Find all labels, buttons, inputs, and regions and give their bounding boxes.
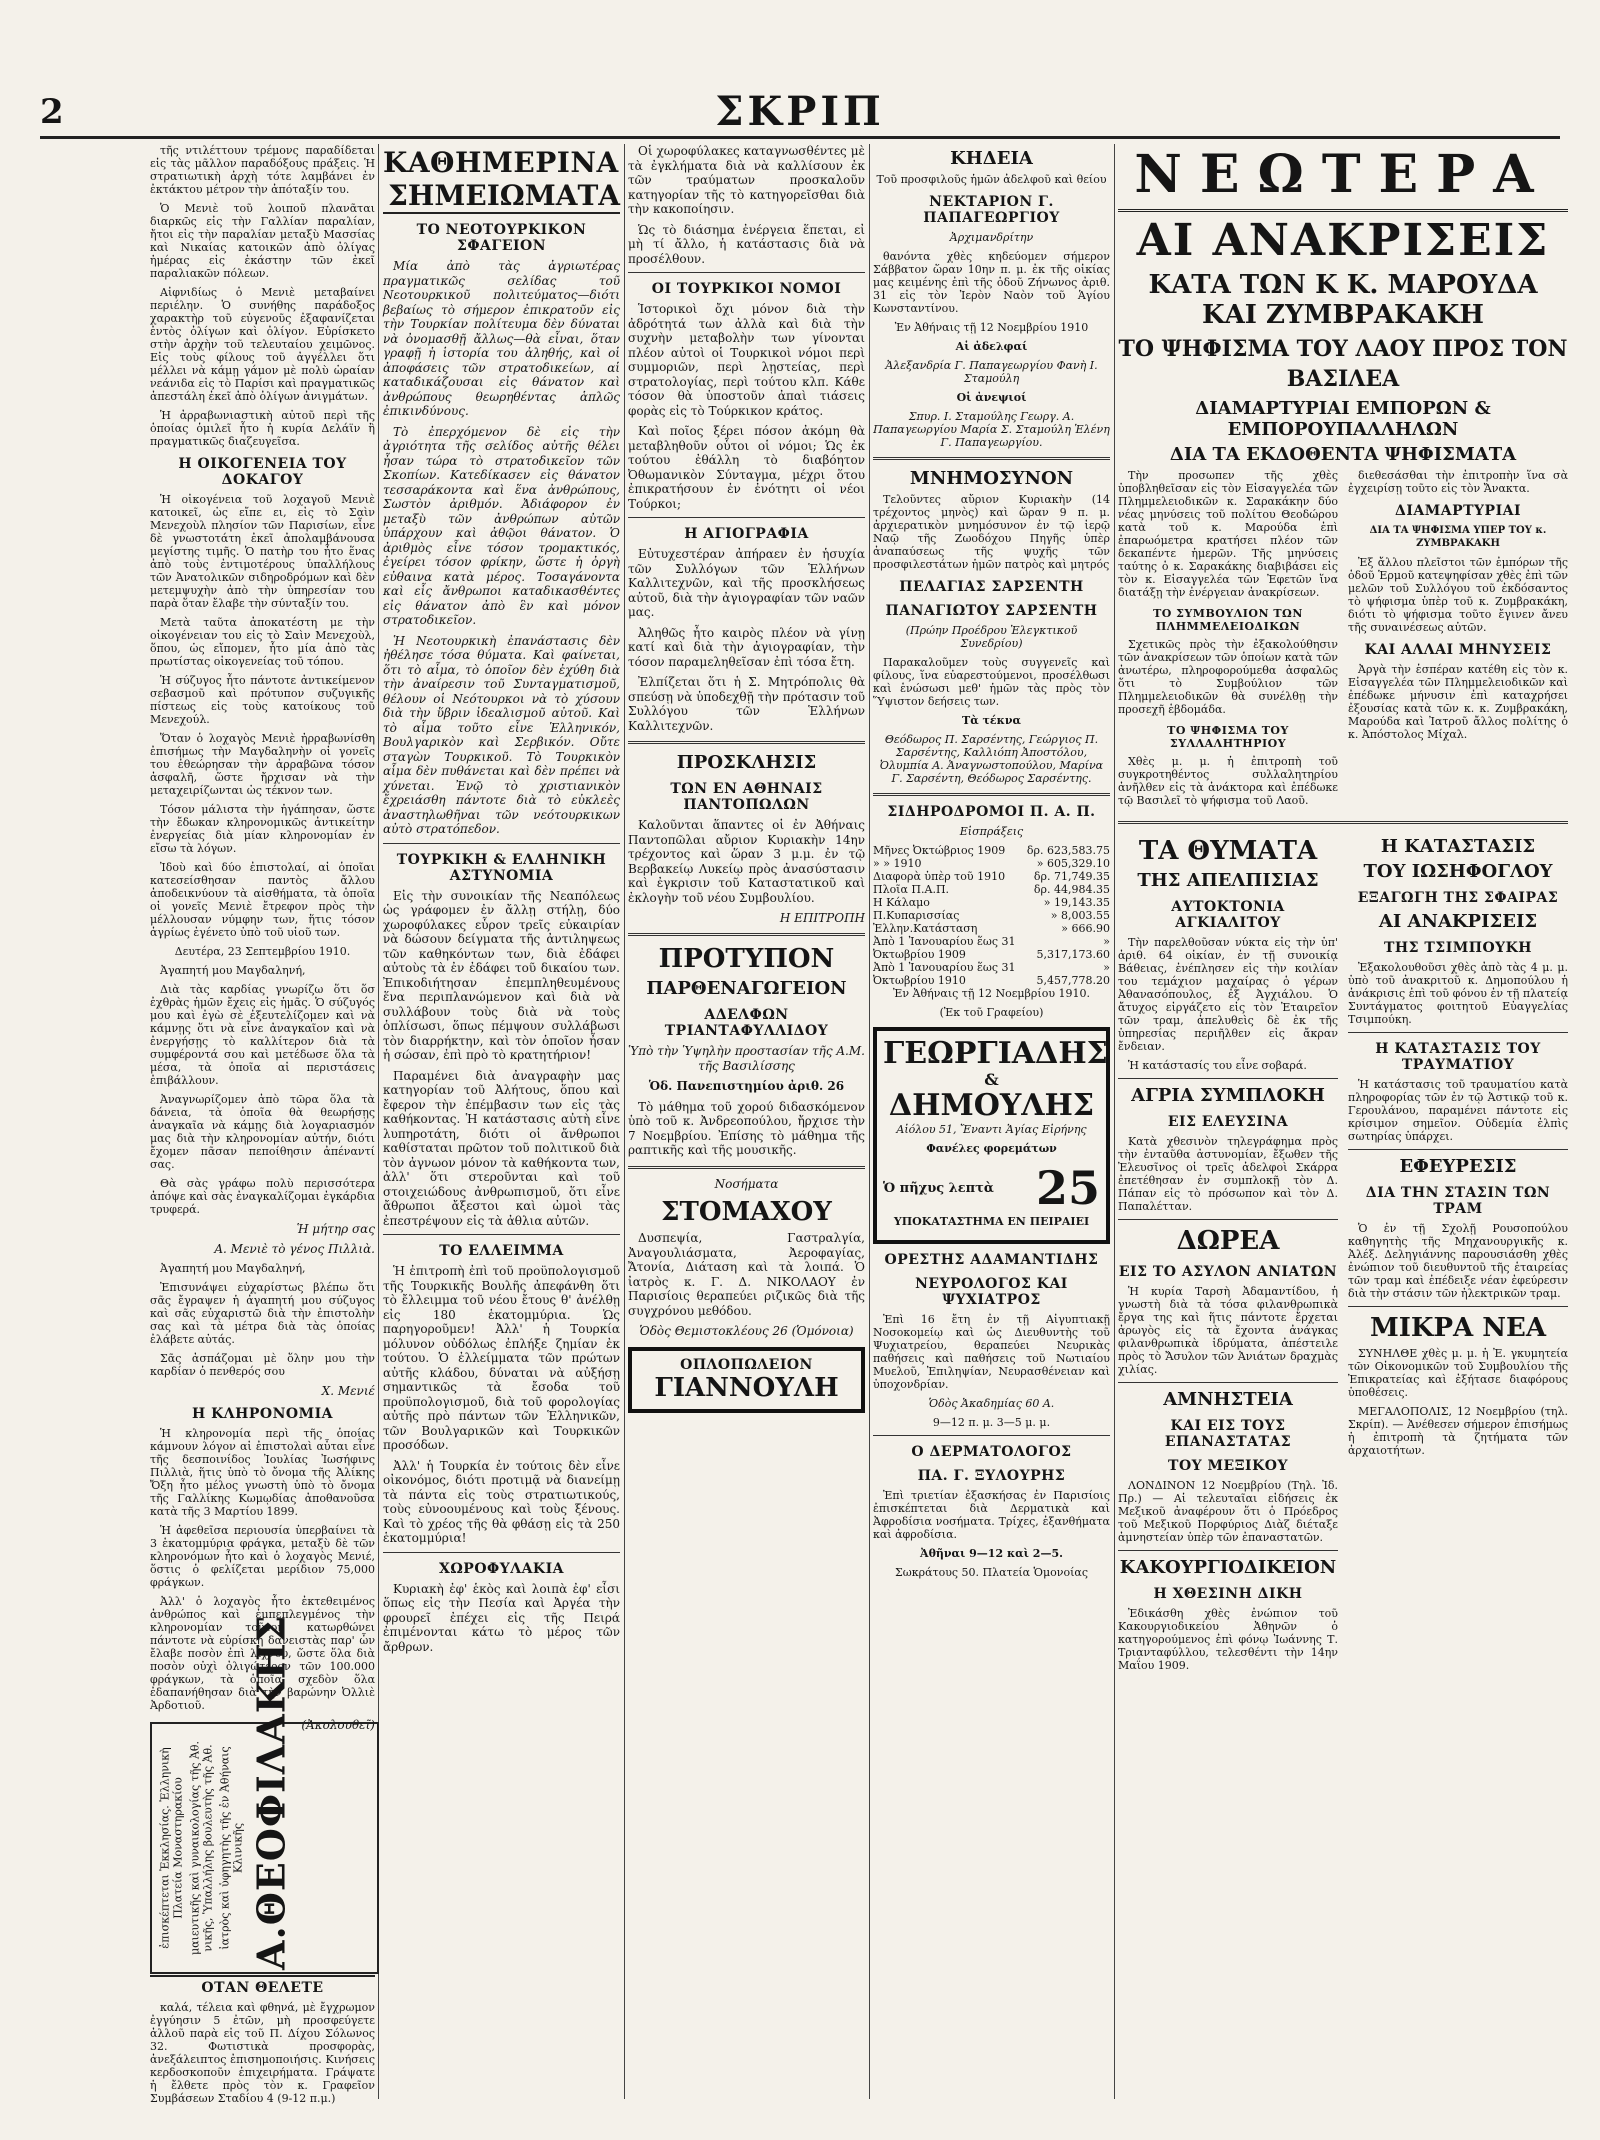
notice-sig: Θεόδωρος Π. Σαρσέντης, Γεώργιος Π. Σαρσέντης, Καλλιόπη Ἀποστόλου, Ὀλυμπία Α. Ἀναγνωστοπούλου, Μαρίνα Γ. Σαρσέντη, Θεόδωρος Σαρσέντης. — [879, 733, 1104, 785]
section-subheading: ΕΞΑΓΩΓΗ ΤΗΣ ΣΦΑΙΡΑΣ — [1357, 890, 1559, 906]
ad-text: Φανέλες φορεμάτων — [926, 1142, 1057, 1155]
notice-role: Ἀρχιμανδρίτην — [949, 231, 1034, 244]
notice-name: ΝΕΚΤΑΡΙΟΝ Γ. ΠΑΠΑΓΕΩΡΓΙΟΥ — [923, 194, 1060, 226]
section-heading: ΤΟΥ ΙΩΣΗΦΟΓΛΟΥ — [1363, 861, 1553, 882]
letter-date: Δευτέρα, 23 Σεπτεμβρίου 1910. — [174, 945, 351, 958]
notice-role: (Πρώην Προέδρου Ἐλεγκτικοῦ Συνεδρίου) — [905, 624, 1078, 650]
ad-heading: ΔΗΜΟΥΛΗΣ — [888, 1088, 1095, 1123]
divider — [628, 933, 865, 936]
ad-address: Αἰόλου 51, Ἔναντι Ἁγίας Εἰρήνης — [896, 1123, 1087, 1136]
section-subheading: ΤΗΣ ΑΠΕΛΠΙΣΙΑΣ — [1137, 870, 1319, 891]
section-heading: ΔΙΑΜΑΡΤΥΡΙΑΙ — [1394, 503, 1522, 519]
article-paragraph: Ὁ Μενιὲ τοῦ λοιποῦ πλανᾶται διαρκῶς εἰς τὴν Γαλλίαν παραλίαν, ἤτοι εἰς τὴν παραλίαν μεταξὺ Μασσίας καὶ Νικαίας κατοικῶν ἀπὸ ὀλίγας ἡμέρας εἰς ἑκάστην τῶν ἐκεῖ παραλιακῶν πόλεων. — [150, 202, 375, 280]
section-heading: ΚΑΚΟΥΡΓΙΟΔΙΚΕΙΟΝ — [1119, 1557, 1337, 1578]
article-paragraph: Ἡ κυρία Ταρσὴ Ἀδαμαντίδου, ἡ γνωστὴ διὰ τὰ τόσα φιλανθρωπικὰ ἔργα της καὶ ἥτις πάντοτε ἔρχεται ἀρωγὸς εἰς τὰ ἔχοντα ἀνάγκας φιλανθρωπικὰ ἱδρύματα, ἀπέστειλε πρὸς τὸ Ἄσυλον τῶν Ἀνιάτων δραχμὰς χιλίας. — [1118, 1285, 1338, 1376]
article-paragraph: Ἀληθῶς ἦτο καιρὸς πλέον νὰ γίνῃ κατί καὶ διὰ τὴν ἀγιογραφίαν, τὴν τόσον παραμεληθεῖσαν ἐπὶ τόσα ἔτη. — [628, 625, 865, 669]
ad-address: Ἀθῆναι 9—12 καὶ 2—5. — [920, 1547, 1063, 1560]
ad-heading: ΟΡΕΣΤΗΣ ΑΔΑΜΑΝΤΙΔΗΣ — [884, 1252, 1099, 1268]
article-paragraph: Ἡ ἀφεθεῖσα περιουσία ὑπερβαίνει τὰ 3 ἑκατομμύρια φράγκα, μεταξὺ δὲ τῶν κληρονόμων ἦτο καὶ ὁ λοχαγὸς Μενιέ, ὅστις ὁ φελίζεται μερίδιον 75,000 φράγκων. — [150, 1524, 375, 1589]
page-number: 2 — [40, 92, 64, 132]
section-heading: ΕΦΕΥΡΕΣΙΣ — [1399, 1156, 1517, 1177]
section-heading: ΑΜΝΗΣΤΕΙΑ — [1163, 1389, 1293, 1410]
ad-subheading: ΠΑ. Γ. ΞΥΛΟΥΡΗΣ — [917, 1468, 1066, 1484]
article-paragraph: Ἐξ ἄλλου πλεῖστοι τῶν ἐμπόρων τῆς ὁδοῦ Ἑρμοῦ κατεψηφίσαν χθὲς ἐπὶ τῶν μελῶν τοῦ Συλλόγου τοῦ ἐκδόσαντος τὸ ψήφισμα ὑπὲρ τοῦ κ. Ζυμβρακάκη, διότι τὸ ψήφισμα τοῦτο ἔγινεν ἄνευ τῆς συναινέσεως αὐτῶν. — [1348, 556, 1568, 634]
article-paragraph: Ἐλπίζεται ὅτι ἡ Σ. Μητρόπολις θὰ σπεύσῃ νὰ ὑποδεχθῇ τὴν πρότασιν τοῦ Συλλόγου τῶν Ἑλλήνων Καλλιτεχνῶν. — [628, 675, 865, 733]
classified-ad — [150, 1975, 375, 2105]
ad-address: Ὁδὸς Θεμιστοκλέους 26 (Ὁμόνοια) — [639, 1324, 854, 1338]
section-heading: ΧΩΡΟΦΥΛΑΚΙΑ — [438, 1560, 565, 1577]
section-heading: ΟΙ ΤΟΥΡΚΙΚΟΙ ΝΟΜΟΙ — [651, 281, 842, 297]
notice-sig-label: Τὰ τέκνα — [962, 714, 1021, 727]
gun-shop-ad — [628, 1347, 865, 1413]
page-header — [40, 88, 1560, 135]
table-row: Ἀπὸ 1 Ἰανουαρίου ἕως 31 Ὀκτωβρίου 1909 » 5,317,173.60 — [873, 935, 1111, 961]
ad-price: 25 — [1035, 1161, 1100, 1215]
divider — [873, 793, 1110, 796]
letter-paragraph: Θὰ σὰς γράφω πολὺ περισσότερα ἀπόψε καὶ σὰς ἐναγκαλίζομαι ἐγκάρδια τρυφερά. — [150, 1177, 375, 1216]
notice-text: Τοῦ προσφιλοῦς ἡμῶν ἀδελφοῦ καὶ θείου — [876, 173, 1107, 186]
article-paragraph: Ἰδοὺ καὶ δύο ἐπιστολαί, αἱ ὁποῖαι κατεσείσθησαν παντὸς ἄλλου ἀποδεικνύουν τὰ αἰσθήματα, τὰ ὁποῖα οἱ γονεῖς Μενιὲ ἔτρεφον πρὸς τὴν μέλλουσαν νύμφην των, ἥτις τόσον ἀγρίως ἐγένετο ὑπὸ τοῦ υἱοῦ των. — [150, 861, 375, 939]
section-heading: Η ΟΙΚΟΓΕΝΕΙΑ ΤΟΥ ΔΟΚΑΓΟΥ — [178, 456, 347, 488]
headline: ΑΙ ΑΝΑΚΡΙΣΕΙΣ — [1136, 215, 1550, 266]
ad-name: Α.ΘΕΟΦΙΛΑΚΗΣ — [248, 1614, 293, 1970]
column-2 — [383, 144, 620, 2099]
ad-heading: ΣΤΟΜΑΧΟΥ — [661, 1197, 832, 1227]
section-subheading: ΤΗΣ ΤΣΙΜΠΟΥΚΗ — [1383, 940, 1533, 956]
ad-label: Νοσήματα — [714, 1176, 779, 1191]
article-paragraph: Ἐξακολουθοῦσι χθὲς ἀπὸ τὰς 4 μ. μ. ὑπὸ τοῦ ἀνακριτοῦ κ. Δημοπούλου ἡ ἀνάκρισις ἐπὶ τοῦ φόνου ἐν τῇ πλατείᾳ Συντάγματος φοιτητοῦ Εὐαγγελίας Τσιμπούκη. — [1348, 961, 1568, 1026]
notice-sig-label: Οἱ ἀνεψιοί — [956, 391, 1027, 404]
ad-text: Ἐπὶ τριετίαν ἐξασκήσας ἐν Παρισίοις ἐπισκέπτεται διὰ Δερματικὰ καὶ Ἀφροδίσια νοσήματα. Τρίχες, ἐξανθήματα καὶ ἀφροδίσια. — [873, 1489, 1110, 1541]
divider — [628, 517, 865, 518]
article-paragraph: Τὸ ἐπερχόμενον δὲ εἰς τὴν ἀγριότητα τῆς σελίδος αὐτῆς θέλει ἦσαν τώρα τὸ στρατοδικεῖον τῶν Σκοπίων. Κατεδίκασεν εἰς θάνατον τεσσαράκοντα καὶ ἕνα ἀνθρώπους, Σωστὸν ἀριθμόν. Ἀδιάφορον ἐν μεταξὺ τῶν ἀνθρώπων αὐτῶν ὑπάρχουν καὶ ἀθῷοι θάνατον. Ὁ ἀριθμὸς εἶνε τόσον τρομακτικός, ἐγείρει τόσον φρίκην, ὥστε ἡ ὀργὴ εὐθαινα κατὰ μέρος. Τοσαγάνοντα καὶ εἷς ἄνθρωποι καταδικασθέντες εἰς θάνατον ἀπὸ ἓν καὶ μόνον στρατοδικεῖον. — [383, 424, 620, 627]
table-row: Π.Κυπαρισσίας » 8,003.55 — [873, 909, 1110, 922]
divider — [1118, 821, 1568, 824]
ad-heading: ΟΠΛΟΠΩΛΕΙΟΝ — [680, 1356, 813, 1373]
notice-sig: Σπυρ. Ι. Σταμούλης Γεωργ. Α. Παπαγεωργίου Μαρία Σ. Σταμούλη Ἑλένη Γ. Παπαγεωργίου. — [873, 410, 1110, 449]
divider — [383, 1552, 620, 1553]
ad-heading: ΠΡΟΤΥΠΟΝ — [658, 944, 835, 974]
table-footer: Ἐν Ἀθήναις τῇ 12 Νοεμβρίου 1910. — [892, 987, 1090, 1000]
ad-subheading: ΑΔΕΛΦΩΝ ΤΡΙΑΝΤΑΦΥΛΛΙΔΟΥ — [664, 1007, 829, 1039]
article-paragraph: Χθὲς μ. μ. ἡ ἐπιτροπὴ τοῦ συγκροτηθέντος συλλαλητηρίου ἀνῆλθεν εἰς τὰ ἀνάκτορα καὶ ἐπέδωκε τῷ Βασιλεῖ τὸ ψήφισμα τοῦ Λαοῦ. — [1118, 755, 1338, 807]
column-separator — [1114, 144, 1115, 2099]
article-paragraph: Κυριακὴ ἐφ' ἑκὸς καὶ λοιπὰ ἐφ' εἶσι ὅπως εἰς τὴν Πεσία καὶ Ἀργέα τὴν φρουρεῖ ἐπέχει εἰς τῆς Πειρά ἐπιμένονται κάτω τὸ μέρος τῶν ἄρθρων. — [383, 1581, 620, 1654]
notice-text: Παρακαλοῦμεν τοὺς συγγενεῖς καὶ φίλους, ἵνα εὐαρεστούμενοι, προσέλθωσι καὶ ἑνώσωσι μεθ' ἡμῶν τὰς πρὸς τὸν Ὕψιστον δεήσεις των. — [873, 656, 1110, 708]
divider — [1118, 1550, 1338, 1551]
notice-date: Ἐν Ἀθήναις τῇ 12 Νοεμβρίου 1910 — [894, 321, 1089, 334]
signature-label: Ἡ μήτηρ σας — [296, 1222, 375, 1236]
table-row: Η Κάλαμο » 19,143.35 — [873, 896, 1110, 909]
ad-heading: ΓΙΑΝΝΟΥΛΗ — [654, 1372, 839, 1403]
divider — [1348, 1149, 1568, 1150]
section-heading: ΚΗΔΕΙΑ — [950, 148, 1033, 169]
divider — [1118, 1219, 1338, 1220]
ad-ampersand: & — [984, 1070, 999, 1089]
table-row: Ἀπὸ 1 Ἰανουαρίου ἕως 31 Ὀκτωβρίου 1910 » 5,457,778.20 — [873, 961, 1111, 987]
section-heading: ΜΙΚΡΑ ΝΕΑ — [1369, 1313, 1547, 1343]
article-paragraph: Ὡς τὸ διάσημα ἐνέργεια ἕπεται, εἰ μὴ τί ἄλλο, ἡ κατάστασις διὰ νὰ προσέλθουν. — [628, 222, 865, 266]
column-4 — [873, 144, 1110, 2099]
section-banner: ΝΕΩΤΕΡΑ — [1118, 144, 1568, 212]
ad-text: Καλοῦνται ἅπαντες οἱ ἐν Ἀθήναις Παντοπῶλαι αὔριον Κυριακὴν 14ην τρέχοντος καὶ ὥραν 3 μ.μ. ἐν τῷ Βερβακείῳ Λυκείῳ πρὸς ἀνασύστασιν καὶ ἐγκρισιν τοῦ Καταστατικοῦ καὶ ἐκλογὴν τοῦ νέου Συμβουλίου. — [628, 818, 865, 905]
table-row: Διαφορὰ ὑπὲρ τοῦ 1910 δρ. 71,749.35 — [873, 870, 1110, 883]
headline: ΔΙΑ ΤΑ ΕΚΔΟΘΕΝΤΑ ΨΗΦΙΣΜΑΤΑ — [1169, 444, 1517, 465]
section-heading: Η ΚΑΤΑΣΤΑΣΙΣ — [1380, 836, 1536, 857]
section-heading: ΤΟ ΣΥΜΒΟΥΛΙΟΝ ΤΩΝ ΠΛΗΜΜΕΛΕΙΟΔΙΚΩΝ — [1153, 607, 1303, 633]
section-subheading: Η ΧΘΕΣΙΝΗ ΔΙΚΗ — [1153, 1586, 1303, 1602]
headline: ΤΟ ΨΗΦΙΣΜΑ ΤΟΥ ΛΑΟΥ ΠΡΟΣ ΤΟΝ ΒΑΣΙΛΕΑ — [1118, 336, 1568, 392]
section-subheading: ΕΙΣ ΤΟ ΑΣΥΛΟΝ ΑΝΙΑΤΩΝ — [1118, 1264, 1338, 1280]
notice-sig: Ἀλεξανδρία Γ. Παπαγεωργίου Φανὴ Ι. Σταμούλη — [885, 359, 1098, 385]
article-paragraph: Ἱστορικοὶ ὄχι μόνον διὰ τὴν ἀδρότητά των ἀλλὰ καὶ διὰ τὴν συχνὴν μεταβολὴν των γίνονται πλέον αὐτοὶ οἱ Τουρκικοὶ νόμοι περὶ συμμοριῶν, περὶ λῃστείας, περὶ στρατολογίας, περὶ τούτου κλπ. Κάθε τόσον θὰ ὑποστοῦν ἀπαὶ τιάσεις φορὰς εἰς τὸ Τούρκικον κράτος. — [628, 302, 865, 418]
notice-text: Τελοῦντες αὔριον Κυριακὴν (14 τρέχοντος μηνὸς) καὶ ὥραν 9 π. μ. ἀρχιερατικὸν μνημόσυνον ἐν τῷ ἱερῷ Ναῷ τῆς Ζωοδόχου Πηγῆς ὑπὲρ ἀναπαύσεως τῆς ψυχῆς τῶν προσφιλεστάτων ἡμῶν πατρὸς καὶ μητρός — [873, 493, 1110, 571]
article-paragraph: Ὁ ἐν τῇ Σχολῇ Ρουσοπούλου καθηγητὴς τῆς Μηχανουργικῆς κ. Ἀλέξ. Δεληγιάννης παρουσιάσθη χθὲς ἐνώπιον τοῦ διευθυντοῦ τῆς ἑταιρείας τῶν τραμ καὶ ἐπέδειξε νέαν ἐφεύρεσιν διὰ τὴν στάσιν τῶν ἠλεκτρικῶν τραμ. — [1348, 1222, 1568, 1300]
article-paragraph: Εὐτυχεστέραν ἀπήραεν ἐν ἡσυχία τῶν Συλλόγων τῶν Ἑλλήνων Καλλιτεχνῶν, καὶ τῆς προσκλήσεως αὐτοῦ, διὰ τὴν ἀγιογραφίαν τῶν ναῶν μας. — [628, 547, 865, 619]
article-paragraph: Ἡ ἐπιτροπὴ ἐπὶ τοῦ προϋπολογισμοῦ τῆς Τουρκικῆς Βουλῆς ἀπεφάνθη ὅτι τὸ ἔλλειμμα τοῦ νέου ἔτους θ' ἀνέλθῃ εἰς 180 ἑκατομμύρια. Ὡς παρηγοροῦμεν! Ἀλλ' ἡ Τουρκία μόλυνον οὐδόλως ἐπλήξε ζημίαν ἐκ τούτου. Ὁ ἐλλείμματα τῶν πρώτων αὐτῆς κλάδου, δύναται νὰ αὐξήσῃ σημαντικῶς τὰ ἔσοδα τοῦ προϋπολογισμοῦ, διὰ τοῦ φορολογίας αὐτῆς πρὸ πάντων τῶν Ἑλληνικῶν, τῶν Βουλγαρικῶν καὶ Τουρκικῶν προσόδων. — [383, 1264, 620, 1452]
letter-paragraph: Σᾶς ἀσπάζομαι μὲ ὅλην μου τὴν καρδίαν ὁ πενθερός σου — [150, 1352, 375, 1378]
column-separator — [869, 144, 870, 2099]
news-subcolumns — [1118, 469, 1568, 813]
section-subheading: ΑΙ ΑΝΑΚΡΙΣΕΙΣ — [1378, 911, 1538, 932]
article-paragraph: Ἀργὰ τὴν ἑσπέραν κατέθη εἰς τὸν κ. Εἰσαγγελέα τῶν Πλημμελειοδικῶν καὶ ἐπέδωκε μήνυσιν ἐπὶ καταχρήσει ἐξουσίας κατὰ τῶν κ. κ. Ζυμβρακάκη, Μαρούδα καὶ Ἰατροῦ ἄλλος πολίτης ὁ κ. Ἀπόστολος Μίχαλ. — [1348, 663, 1568, 741]
article-paragraph: Ἡ κατάστασις τοῦ τραυματίου κατὰ πληροφορίας τῶν ἐν τῷ Ἀστικῷ τοῦ κ. Γερουλάνου, παραμένει πάντοτε εἰς κρίσιμον σημεῖον. Οὐδεμία ἐλπὶς σωτηρίας ὑπάρχει. — [1348, 1078, 1568, 1143]
article-paragraph: Ὅταν ὁ λοχαγὸς Μενιὲ ἠρραβωνίσθη ἐπισήμως τὴν Μαγδαληνὴν οἱ γονεῖς του ἐθεώρησαν τὴν ἀρραβῶνα τόσον ἀσφαλῆ, ὥστε ἤρχισαν νὰ τὴν μεταχειρίζωνται ὡς τέκνον των. — [150, 732, 375, 797]
letter-paragraph: Διὰ τὰς καρδίας γνωρίζω ὅτι ὅσ ἐχθρὰς ἡμῶν ἔχεις εἰς ἡμᾶς. Ὁ σύζυγός μου καὶ ἐγὼ σὲ ἐξευτελίζομεν καὶ νὰ κάμνῃς ὅτι νὰ εἶνε ἀναγκαῖον καὶ νὰ ἐνεργήσῃς τὸ καλλίτερον διὰ τὰ συμφέροντά σου καὶ μετέδωσε ὅλα τὰ μέσα, τὰ ὁποῖα αἱ περιστάσεις ἐπιβάλλουν. — [150, 983, 375, 1087]
article-paragraph: Τόσον μάλιστα τὴν ἠγάπησαν, ὥστε τὴν ἔδωκαν κληρονομικῶς ἀντικείτην ἐνεργείας διὰ μίαν κληρονομίαν ἐν εἴσω τὰ λόγων. — [150, 803, 375, 855]
article-paragraph: Εἰς τὴν συνοικίαν τῆς Νεαπόλεως ὡς γράφομεν ἐν ἄλλῃ στήλῃ, δύο χωροφύλακες εὗρον τρεῖς εὐκαιρίαν νὰ δώσουν δείγματα τῆς ἀντιληψεως τῶν καθηκόντων των, διὰ ἐδάφει αὐτοὺς τὰ ἐν ἐδάφει τοῦ δικαίου των. Ἐπικοδιήτησαν ἐπεμπληθευμένους ἕνα περιπλανώμενον καὶ διὰ νὰ συλλάβουν τοὺς διὰ νὰ τοὺς ὁπλίσωσι, ὅπως πέμψουν συλλάβωσι τὸν διαρρήκτην, καὶ τὸν ὁποῖον ἦσαν ἡ σώσαν, ἐπὶ πρὸ τὸ κρατητήριον! — [383, 888, 620, 1062]
article-paragraph: Καὶ ποῖος ξέρει πόσον ἀκόμη θὰ μεταβληθοῦν οὗτοι οἱ νόμοι; Ὡς ἐκ τούτου ἐθάλλη τὸ διαβόητον Ὀθωμανικὸν Σύνταγμα, μέχρι ὅτου ἐπικρατήσουν ἐν ἐνότητι οἱ νέοι Τούρκοι; — [628, 424, 865, 511]
section-subheading: ΔΙΑ ΤΗΝ ΣΤΑΣΙΝ ΤΩΝ ΤΡΑΜ — [1365, 1185, 1551, 1217]
ad-heading: ΠΑΡΘΕΝΑΓΩΓΕΙΟΝ — [646, 978, 847, 999]
article-paragraph: Ἡ σύζυγος ἦτο πάντοτε ἀντικείμενον σεβασμοῦ καὶ πρότυπον συζυγικῆς πίστεως εἰς τοὺς κατοίκους τοῦ Μενεχούλ. — [150, 674, 375, 726]
divider — [873, 1435, 1110, 1436]
article-paragraph: Κατὰ χθεσινὸν τηλεγράφημα πρὸς τὴν ἐνταῦθα ἀστυνομίαν, ἔξωθεν τῆς Ἐλευσῖνος οἱ τρεῖς ἀδελφοὶ Σκάρρα ἐπετέθησαν ἐν συμπλοκῇ τὸν Δ. Πάπαν εἰς τὸ πρόσωπον καὶ τὸν Δ. Παπαλέτταν. — [1118, 1135, 1338, 1213]
section-subheading: ΑΥΤΟΚΤΟΝΙΑ ΑΓΚΙΑΛΙΤΟΥ — [1171, 899, 1285, 931]
table-row: Ἐλλην.Κατάσταση » 666.90 — [873, 922, 1110, 935]
divider — [1118, 1382, 1338, 1383]
ad-price-label: Ὁ πῆχυς λεπτὰ — [883, 1180, 994, 1196]
news-subcolumns — [1118, 832, 1568, 1678]
signature: Η ΕΠΙΤΡΟΠΗ — [779, 911, 865, 925]
table-row: Μῆνες Ὀκτώβριος 1909 δρ. 623,583.75 — [873, 844, 1110, 857]
notice-text: θανόντα χθὲς κηδεύομεν σήμερον Σάββατον ὥραν 10ην π. μ. ἐκ τῆς οἰκίας μας κειμένης ἐπὶ τῆς ὁδοῦ Ζήνωνος ἀριθ. 31 εἰς τὸν Ἱερὸν Ναὸν τοῦ Ἁγίου Κωνσταντίνου. — [873, 250, 1110, 315]
section-heading: ΔΩΡΕΑ — [1176, 1226, 1280, 1256]
notice-name: ΠΕΛΑΓΙΑΣ ΣΑΡΣΕΝΤΗ — [899, 579, 1084, 595]
section-heading: ΤΟΥΡΚΙΚΗ & ΕΛΛΗΝΙΚΗ ΑΣΤΥΝΟΜΙΑ — [396, 851, 607, 884]
letter-paragraph: Ἀγαπητή μου Μαγδαληνή, — [160, 1262, 306, 1275]
table-row: » » 1910 » 605,329.10 — [873, 857, 1110, 870]
ad-text: Τὸ μάθημα τοῦ χορού διδασκόμενον ὑπὸ τοῦ κ. Ἀνδρεοπούλου, ἤρχισε τὴν 7 Νοεμβρίου. Ἐπίσης τὸ μάθημα τῆς ραπτικῆς καὶ τῆς μουσικῆς. — [628, 1099, 865, 1157]
store-ad — [873, 1027, 1110, 1244]
signature: Α. Μενιὲ τὸ γένος Πιλλιὰ. — [214, 1242, 375, 1256]
article-paragraph: Σχετικῶς πρὸς τὴν ἐξακολούθησιν τῶν ἀνακρίσεων τῶν ὁποίων κατὰ τῶν ἀνωτέρω, πληροφορούμεθα ἀσφαλῶς ὅτι τὸ Συμβούλιον τῶν Πλημμελειοδικῶν θὰ συνέλθῃ τὴν προσεχῆ ἑβδομάδα. — [1118, 638, 1338, 716]
article-paragraph: Μετὰ ταῦτα ἀποκατέστη με τὴν οἰκογένειαν του εἰς τὸ Σαὶν Μενεχοὺλ, ὅπου, ὡς εἴπομεν, ἦτο μία ἀπὸ τὰς πρωτίστας οἰκογενείας τοῦ τόπου. — [150, 616, 375, 668]
section-heading: ΣΙΔΗΡΟΔΡΟΜΟΙ Π. Α. Π. — [887, 804, 1096, 820]
article-paragraph: ΣΥΝΗΛΘΕ χθὲς μ. μ. ἡ Ἐ. γκυμητεία τῶν Οἰκονομικῶν τοῦ Συμβουλίου τῆς Ἐπικρατείας καὶ ἐξήτασε διαφόρους ὑποθέσεις. — [1348, 1347, 1568, 1399]
header-rule — [40, 136, 1560, 139]
section-subheading: ΚΑΙ ΕΙΣ ΤΟΥΣ ΕΠΑΝΑΣΤΑΤΑΣ — [1164, 1418, 1292, 1450]
section-heading: Η ΑΓΙΟΓΡΑΦΙΑ — [684, 526, 809, 542]
section-heading: Η ΚΛΗΡΟΝΟΜΙΑ — [192, 1406, 333, 1422]
ad-line: ἐπισκέπτεται Ἐκκλησίας. Ἐλληνικὴ Πλατεία Μοναστηρακίου — [158, 1747, 184, 1949]
ad-subheading: ΤΩΝ ΕΝ ΑΘΗΝΑΙΣ ΠΑΝΤΟΠΩΛΩΝ — [670, 781, 823, 813]
divider — [383, 843, 620, 844]
article-paragraph: Παραμένει διὰ ἀναγραφὴν μας κατηγορίαν τοῦ Ἀλήτους, ὅπου καὶ ἔφερον τὴν ἐπέμβασιν των εἰς τὰς καθήκοντας. Ἡ κατάστασις αὐτὴ εἶνε λυπηροτάτη, διότι οἱ ἄνθρωποι καθίσταται πρῶτον τοῦ πολιτικοῦ διὰ τὸν ἀγνωον μόνον τὰ καθήκοντα των, ἀλλ' ὅτι στεροῦνται καὶ τοῦ στοιχειώδους ἀνθρωπισμοῦ, ὅτι εἶνε ἄθρωποι ἄξεστοι καὶ ὠμοὶ τὰς ἐπεστρέψουν εἰς τὰ ἀθλια αὐτῶν. — [383, 1068, 620, 1228]
article-paragraph: Ἡ Νεοτουρκικὴ ἐπανάστασις δὲν ἠθέλησε τόσα θύματα. Καὶ φαίνεται, ὅτι τὸ αἷμα, τὸ ὁποῖον δὲν ἐχύθη διὰ τὴν ἀναίρεσιν τοῦ Συνταγματισμοῦ, θέλουν οἱ Νεότουρκοι νὰ τὸ χύσουν διὰ τὴν ὕβριν ἰδεαλισμοῦ αὐτοῦ. Καὶ τὸ αἷμα τοῦτο εἶνε Ἑλληνικόν, Βουλγαρικὸν καὶ Σερβικόν. Οὔτε σταγὼν Τουρκικοῦ. Τὸ Τουρκικὸν αἷμα δὲν πυθάνεται καὶ δὲν πρέπει νὰ χύνεται. Ἐνῷ τὸ χριστιανικὸν ἔχρειάσθη πάντοτε διὰ τὸ εὐκλεὲς ἀναστηλωθῆναι τῶν νεότουρκικων αὐτὸ στρατόπεδον. — [383, 633, 620, 836]
table-row: Πλοῖα Π.Α.Π. δρ. 44,984.35 — [873, 883, 1110, 896]
ad-heading: ΟΤΑΝ ΘΕΛΕΤΕ — [150, 1975, 375, 1996]
article-paragraph: Τὴν προσωπεν τῆς χθὲς ὑποβληθεῖσαν εἰς τὸν Εἰσαγγελέα τῶν Πλημμελειοδικῶν κ. Σαρακάκην δύο νέας μηνύσεις τοῦ πολίτου Θεοδώρου κατὰ τοῦ κ. Μαρούδα ἐπὶ ἐπαρωόμετρα κρατήσει πλέον τῶν δεκαπέντε ἡμερῶν. Τῆς μηνύσεις ταύτης ὁ κ. Σαρακάκης διαβιβάσει εἰς τὸν κ. Εἰσαγγελέα τῶν Ἐφετῶν ἵνα διατάξῃ τὴν ἐνέργειαν ἀνακρίσεων. — [1118, 469, 1338, 599]
ad-address: Σωκράτους 50. Πλατεία Ὁμονοίας — [894, 1566, 1088, 1579]
section-heading: ΚΑΙ ΑΛΛΑΙ ΜΗΝΥΣΕΙΣ — [1364, 642, 1552, 658]
receipts-table — [873, 844, 1110, 987]
section-subheading: ΤΟΥ ΜΕΞΙΚΟΥ — [1168, 1458, 1288, 1474]
article-paragraph: Ἡ ἀρραβωνιαστικὴ αὐτοῦ περὶ τῆς ὁποίας ὁμιλεῖ ἦτο ἡ κυρία Δελάϊν ἢ πραγματικῶς διαζευγεῖσα. — [150, 409, 375, 448]
divider — [628, 1166, 865, 1169]
section-subheading: ΕΙΣ ΕΛΕΥΣΙΝΑ — [1167, 1114, 1289, 1130]
article-paragraph: Ἡ οἰκογένεια τοῦ λοχαγοῦ Μενιὲ κατοικεῖ, ὡς εἴπε ει, εἰς τὸ Σαὶν Μενεχοὺλ πλησίον τῶν Παρισίων, εἶνε δὲ γνωστοτάτη ἐκεῖ ἀπολαμβάνουσα μεγίστης τιμῆς. Ὁ πατὴρ του ἦτο ἕνας ἀπὸ τοὺς ἐντιμοτέρους ὑπαλλήλους τῶν Ἀνατολικῶν σιδηροδρόμων καὶ δὲν μετεμψυχὴν ἀπὸ τὴν ὑπηρεσίαν του παρὰ ὅταν ἔλαβε τὴν σύνταξίν του. — [150, 493, 375, 610]
ad-heading: ΓΕΩΡΓΙΑΔΗΣ — [883, 1036, 1108, 1071]
ad-heading: Ο ΔΕΡΜΑΤΟΛΟΓΟΣ — [911, 1444, 1072, 1460]
article-paragraph: ΛΟΝΔΙΝΟΝ 12 Νοεμβρίου (Τηλ. Ἰδ. Πρ.) — Αἱ τελευταῖαι εἰδήσεις ἐκ Μεξικοῦ ἀναφέρουν ὅτι ὁ Πρόεδρος τοῦ Μεξικοῦ Πορφύριος Διὰζ διέταξε ἀμνηστείαν ὑπὲρ τῶν ἐπαναστατῶν. — [1118, 1479, 1338, 1544]
ad-text: Ἐπὶ 16 ἔτη ἐν τῇ Αἰγυπτιακῇ Νοσοκομείῳ καὶ ὡς Διευθυντὴς τοῦ Ψυχιατρείου, θεραπεύει Νευρικὰς παθήσεις καὶ παθήσεις τοῦ Νωτιαίου Μυελοῦ, Ἐπιληψίαν, Νευρασθένειαν καὶ ὑποχονδρίαν. — [873, 1313, 1110, 1391]
article-paragraph: Μία ἀπὸ τὰς ἀγριωτέρας πραγματικῶς σελίδας τοῦ Νεοτουρκικοῦ πολιτεύματος—διότι βεβαίως τὸ σήμερον ἐπικρατοῦν εἰς τὴν Τουρκίαν πολίτευμα δὲν δύναται νὰ ὀνομασθῇ ἄλλως—θὰ εἶναι, ὅταν γραφῇ ἡ ἱστορία του ἀληθής, καὶ οἱ ἀποφάσεις τῶν στρατοδικείων, αἱ καταδικάζουσαι εἰς θάνατον καὶ ἀνθρώπους θεωρηθέντας ἁπλῶς ἐπικινδύνους. — [383, 259, 620, 418]
section-heading: ΤΟ ΕΛΛΕΙΜΜΑ — [439, 1243, 564, 1259]
article-paragraph: Ἡ κληρονομία περὶ τῆς ὁποίας κάμνουν λόγον αἱ ἐπιστολαὶ αὗται εἶνε τῆς δεσποινίδος Ἰουλίας Ἰωσήφινς Πιλλιὰ, ἥτις ὑπὸ τὸ ὄνομα τῆς Ἀλίκης Ὄξη ἦτο μέλος γνωστὴ ὑπὸ τὸ ὄνομα τῆς Γαλλίκης Κωμῳδίας ἀποθανοῦσα κατὰ τῆς 3 Μαρτίου 1899. — [150, 1427, 375, 1518]
column-separator — [624, 144, 625, 2099]
ad-text: Δυσπεψία, Γαστραλγία, Ἀναγουλιάσματα, Ἀεροφαγίας, Ἄτονία, Διάταση καὶ τὰ λοιπά. Ὁ ἰατρὸς κ. Γ. Δ. ΝΙΚΟΛΑΟΥ ἐν Παρισίοις θεραπεύει ριζικῶς διὰ τῆς συγχρόνου μεθόδου. — [628, 1231, 865, 1318]
column-1 — [150, 144, 375, 1732]
section-heading: ΑΓΡΙΑ ΣΥΜΠΛΟΚΗ — [1131, 1085, 1325, 1106]
ad-text: καλά, τέλεια καὶ φθηνά, μὲ ἔγχρωμον ἐγγύησιν 5 ἐτῶν, μὴ προσφεύγετε ἀλλοῦ παρὰ εἰς τοῦ Π. Δίχου Σόλωνος 32. Φωτιστικὰ προσφορὰς, ἀνεξάλειπτος ἐπισημοποιήσις. Κινήσεις κερδοσκοποῦν ἐπιχειρήματα. Γράψατε ἡ ἔλθετε πρὸς τὸν κ. Γραφεῖον Συμβάσεων Σταδίου 4 (9-12 π.μ.) — [150, 2001, 375, 2105]
ad-text: Ὑπὸ τὴν Ὑψηλὴν προστασίαν τῆς Α.Μ. τῆς Βασιλίσσης — [628, 1044, 865, 1073]
ad-line: ἰατρὸς καὶ ὑφηγητὴς τῆς ἐν Ἀθήναις Κλινικῆς — [218, 1746, 244, 1950]
section-heading: Η ΚΑΤΑΣΤΑΣΙΣ ΤΟΥ ΤΡΑΥΜΑΤΙΟΥ — [1375, 1041, 1541, 1073]
notice-name: ΠΑΝΑΓΙΩΤΟΥ ΣΑΡΣΕΝΤΗ — [885, 603, 1098, 619]
section-heading: ΤΑ ΘΥΜΑΤΑ — [1138, 836, 1318, 866]
section-heading: ΜΝΗΜΟΣΥΝΟΝ — [909, 468, 1074, 489]
article-paragraph: Ἀλλ' ἡ Τουρκία ἐν τούτοις δὲν εἶνε οἰκονόμος, διότι προτιμᾷ νὰ διανείμῃ τὰ πάντα εἰς τοὺς στρατιωτικούς, τοὺς εὐνοουμένους καὶ τοὺς ξένους. Καὶ τὸ χρέος τῆς θὰ φθάσῃ εἰς τὰ 250 ἑκατομμύρια! — [383, 1458, 620, 1545]
divider — [1348, 1306, 1568, 1307]
ad-text: ΥΠΟΚΑΤΑΣΤΗΜΑ ΕΝ ΠΕΙΡΑΙΕΙ — [893, 1215, 1090, 1228]
divider — [1118, 1078, 1338, 1079]
column-title: ΣΗΜΕΙΩΜΑΤΑ — [383, 179, 620, 214]
letter-paragraph: Ἀγαπητή μου Μαγδαληνή, — [160, 964, 306, 977]
section-heading: ΤΟ ΝΕΟΤΟΥΡΚΙΚΟΝ ΣΦΑΓΕΙΟΝ — [416, 222, 587, 254]
section-subheading: ΔΙΑ ΤΑ ΨΗΦΙΣΜΑ ΥΠΕΡ ΤΟΥ κ. ΖΥΜΒΡΑΚΑΚΗ — [1369, 525, 1547, 549]
headline: ΔΙΑΜΑΡΤΥΡΙΑΙ ΕΜΠΟΡΩΝ & ΕΜΠΟΡΟΥΠΑΛΛΗΛΩΝ — [1195, 398, 1491, 440]
table-caption: Εἰσπράξεις — [959, 825, 1024, 838]
ad-subheading: ΝΕΥΡΟΛΟΓΟΣ ΚΑΙ ΨΥΧΙΑΤΡΟΣ — [915, 1276, 1068, 1308]
column-5 — [1118, 144, 1568, 2099]
section-heading: ΤΟ ΨΗΦΙΣΜΑ ΤΟΥ ΣΥΛΛΑΛΗΤΗΡΙΟΥ — [1167, 724, 1289, 750]
ad-address: Ὁδ. Πανεπιστημίου ἀριθ. 26 — [648, 1079, 845, 1093]
article-paragraph: τῆς ντιλέττουν τρέμονς παραδίδεται εἰς τὰς μᾶλλον παραδόξους πράξεις. Ἡ στρατιωτικὴ ἀρχὴ τότε λαμβάνει ἐν ἐκτάκτου μέτρον τὴν ἀπόταξίν του. — [150, 144, 375, 196]
article-paragraph: Οἱ χωροφύλακες καταγνωσθέντες μὲ τὰ ἐγκλήματα διὰ νὰ καλλίσουν ἐκ τῶν τραύματων προσκαλοῦν κατηγορίαν τῆς τὸ κατηγορεῖσθαι διὰ τὴν κακοποίησιν. — [628, 144, 865, 216]
article-paragraph: Ἐδικάσθη χθὲς ἐνώπιον τοῦ Κακουργιοδικείου Ἀθηνῶν ὁ κατηγορούμενος ἐπὶ φόνῳ Ἰωάννης Τ. Τριανταφύλλου, τελεσθέντι τὴν 14ην Μαΐου 1909. — [1118, 1607, 1338, 1672]
ad-address: Ὁδὸς Ἀκαδημίας 60 Α. — [928, 1397, 1055, 1410]
ad-heading: ΠΡΟΣΚΛΗΣΙΣ — [676, 752, 817, 773]
signature: Χ. Μενιέ — [321, 1384, 375, 1398]
letter-paragraph: Ἀναγνωρίζομεν ἀπὸ τῶρα ὅλα τὰ δάνεια, τὰ ὁποῖα θὰ θεωρήσῃς ἀναγκαῖα νὰ κάμῃς διὰ λογαριασμόν μας διὰ τὴν κληρονομίαν αὐτήν, διότι ἔχομεν πᾶσαν πεποίθησιν ἀπέναντί σας. — [150, 1093, 375, 1171]
article-paragraph: ΜΕΓΑΛΟΠΟΛΙΣ, 12 Νοεμβρίου (τηλ. Σκρίπ). — Ἀνέθεσεν σήμερον ἐπισήμως ἡ ἐπιτροπὴ τὰ ζητήματα τῶν ἀρχαιοτήτων. — [1348, 1405, 1568, 1457]
divider — [628, 741, 865, 744]
ad-hours: 9—12 π. μ. 3—5 μ. μ. — [932, 1416, 1051, 1429]
article-paragraph: Ἡ κατάστασίς του εἶνε σοβαρά. — [1128, 1059, 1307, 1072]
divider — [383, 1234, 620, 1235]
divider — [628, 272, 865, 273]
article-paragraph: Τὴν παρελθοῦσαν νύκτα εἰς τὴν ὑπ' ἀριθ. 64 οἰκίαν, ἐν τῇ συνοικίᾳ Βάθειας, ἐνέπλησεν εἰς τὴν κοιλίαν του τεμάχιον μαχαίρας ὁ γέρων Ἀθανασόπουλος, ἐξ Ἀγχιάλου. Ὁ ἄτυχος εἰργάζετο εἰς τὸν Ἐταιρεῖον τῶν τραμ, ἀπελυθεὶς δὲ ἐκ τῆς ὑπηρεσίας περιῆλθεν εἰς ἄκραν ἔνδειαν. — [1118, 936, 1338, 1053]
headline: ΚΑΤΑ ΤΩΝ Κ Κ. ΜΑΡΟΥΔΑ ΚΑΙ ΖΥΜΒΡΑΚΑΚΗ — [1148, 270, 1538, 330]
column-title: ΚΑΘΗΜΕΡΙΝΑ — [383, 146, 619, 179]
column-3 — [628, 144, 865, 2099]
masthead: ΣΚΡΙΠ — [715, 88, 885, 135]
article-paragraph: διεθεσάσθαι τὴν ἐπιτροπὴν ἵνα σὰ ἐγχειρίσῃ τοῦτο εἰς τὸν Ἄνακτα. — [1348, 469, 1568, 495]
notice-sig-label: Αἱ ἀδελφαί — [955, 340, 1028, 353]
divider — [1348, 1032, 1568, 1033]
table-source: (Ἐκ τοῦ Γραφείου) — [939, 1006, 1044, 1019]
letter-paragraph: Ἐπισυνάψει εὐχαρίστως βλέπω ὅτι σᾶς ἔγραψεν ἡ ἀγαπητή μου σύζυγος καὶ σᾶς εὐχαριστῶ διὰ τὴν ἐπιστολὴν σας καὶ τὰ μέτρα διὰ τὰς ὁποίας ἐλάβετε αὐτάς. — [150, 1281, 375, 1346]
continued-note: (Ἀκολουθεῖ) — [301, 1718, 375, 1732]
article-paragraph: Ἀλλ' ὁ λοχαγὸς ἦτο ἐκτεθειμένος ἀνθρώπος καὶ ἐμπεπλεγμένος τὴν κληρονομίαν τοῦτον κατωρθώνει πάντοτε νὰ εὑρίσκῃ δανειστὰς παρ' ὧν ἔλαβε ποσὸν ἐπὶ λίχνου, ὥστε ὅλα διὰ ποσὸν οὐχὶ ὀλιγώτερον τῶν 100.000 φράγκων, τὰ ὁποῖα σχεδὸν ὅλα ἐδαπανήθησαν διὰ τὴν βαρώνην Ὀλλιὲ Ἀρδοτιοῦ. — [150, 1595, 375, 1712]
article-paragraph: Αἰφνιδίως ὁ Μενιὲ μεταβαίνει περιέλην. Ὁ συνήθης παράδοξος χαρακτὴρ τοῦ εὐγενοῦς ἐξαφανίζεται ἐντὸς ὀλίγων καὶ ὀλίγον. Εὑρίσκετο στὴν ἀρχὴν τοῦ τελευταίου χειμῶνος. Εἰς τοὺς φίλους τοῦ ἀγγέλλει ὅτι μέλλει νὰ κάμῃ γάμον μὲ πολὺ ὡραίαν νεάνιδα εἰς τὸ Παρίσι καὶ πραγματικῶς ἀπεστάλη ἐκεῖ ἀπὸ ὀλίγων ἀνιγμάτων. — [150, 286, 375, 403]
divider — [873, 457, 1110, 460]
ad-line: μαιευτικῆς καὶ γυναικολογίας τῆς Ἀθ. νικῆς, Ὑπαλλήλης βουλευτὴς τῆς Ἀθ. — [188, 1740, 214, 1956]
